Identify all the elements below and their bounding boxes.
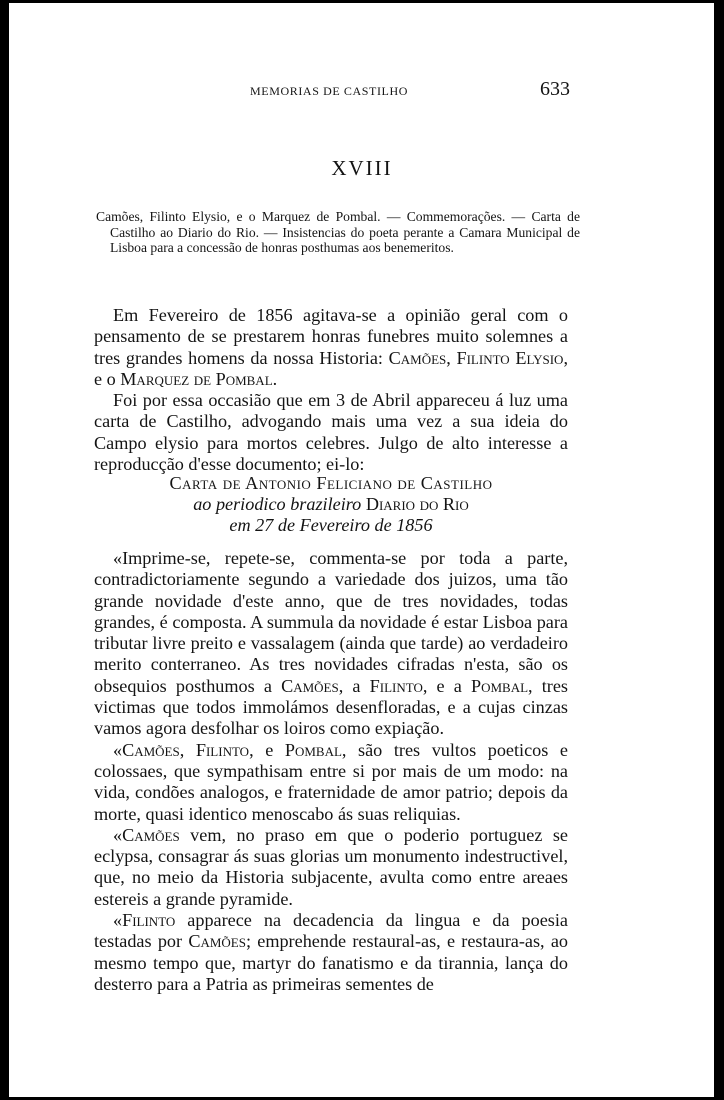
name-camoes: Camões xyxy=(388,347,447,368)
letter-heading xyxy=(94,473,568,536)
letter-body xyxy=(94,548,568,995)
chapter-summary: Camões, Filinto Elysio, e o Marquez de Pombal. — Commemorações. — Carta de Castilho ao Diario do Rio. — Insistencias do poeta perante a Camara Municipal de Lisboa para a concessão de honras posthumas aos benemeritos. xyxy=(96,209,580,255)
letter-paragraph-2: «Camões, Filinto, e Pombal, são tres vultos poeticos e colossaes, que sympathisam entre si por mais de um modo: na vida, condões analogos, e fraternidade de amor patrio; depois da morte, quasi identico menoscabo ás suas reliquias. xyxy=(94,739,568,824)
letter-heading-date: em 27 de Fevereiro de 1856 xyxy=(229,515,433,535)
running-head: MEMORIAS DE CASTILHO xyxy=(250,84,409,98)
letter-paragraph-1: «Imprime-se, repete-se, commenta-se por toda a parte, contradictoriamente segundo a variedade dos juizos, uma tão grande novidade d'este anno, que de tres novidades, todas grandes, é composta. A summula da novidade é estar Lisboa para tributar livre preito e vassalagem (ainda que tarde) ao verdadeiro merito conterraneo. As tres novidades cifradas n'esta, são os obsequios posthumos a Camões, a Filinto, e a Pombal, tres victimas que todos immolámos desenfloradas, e a cujas cinzas vamos agora desfolhar os loiros como expiação. xyxy=(94,548,568,739)
page-number: 633 xyxy=(540,78,570,100)
letter-heading-author: Carta de Antonio Feliciano de Castilho xyxy=(169,473,493,493)
chapter-title: XVIII xyxy=(331,156,393,180)
scan-border-top xyxy=(0,0,724,3)
intro-paragraph-2: Foi por essa occasião que em 3 de Abril appareceu á luz uma carta de Castilho, advogando mais uma vez a sua ideia do Campo elysio para mortos celebres. Julgo de alto interesse a reproducção d'esse documento; ei-lo: xyxy=(94,390,568,475)
letter-paragraph-4: «Filinto apparece na decadencia da lingua e da poesia testadas por Camões; emprehende restaural-as, e restaura-as, ao mesmo tempo que, martyr do fanatismo e da tirannia, lança do desterro para a Patria as primeiras sementes de xyxy=(94,910,568,994)
name-filinto-elysio: Filinto Elysio xyxy=(456,347,564,368)
letter-paragraph-3: «Camões vem, no praso em que o poderio portuguez se eclypsa, consagrar ás suas glorias um monumento indestructivel, que, no meio da Historia subjacente, avulta como entre areaes estereis a grande pyramide. xyxy=(94,824,568,909)
intro-paragraph-1: Em Fevereiro de 1856 agitava-se a opinião geral com o pensamento de se prestarem honras funebres muito solemnes a tres grandes homens da nossa Historia: Camões, Filinto Elysio, e o Marquez de Pombal. xyxy=(94,305,568,389)
letter-heading-periodical: ao periodico brazileiro Diario do Rio xyxy=(193,494,469,514)
intro-section xyxy=(94,305,568,475)
name-marquez-pombal: Marquez de Pombal xyxy=(120,368,273,389)
